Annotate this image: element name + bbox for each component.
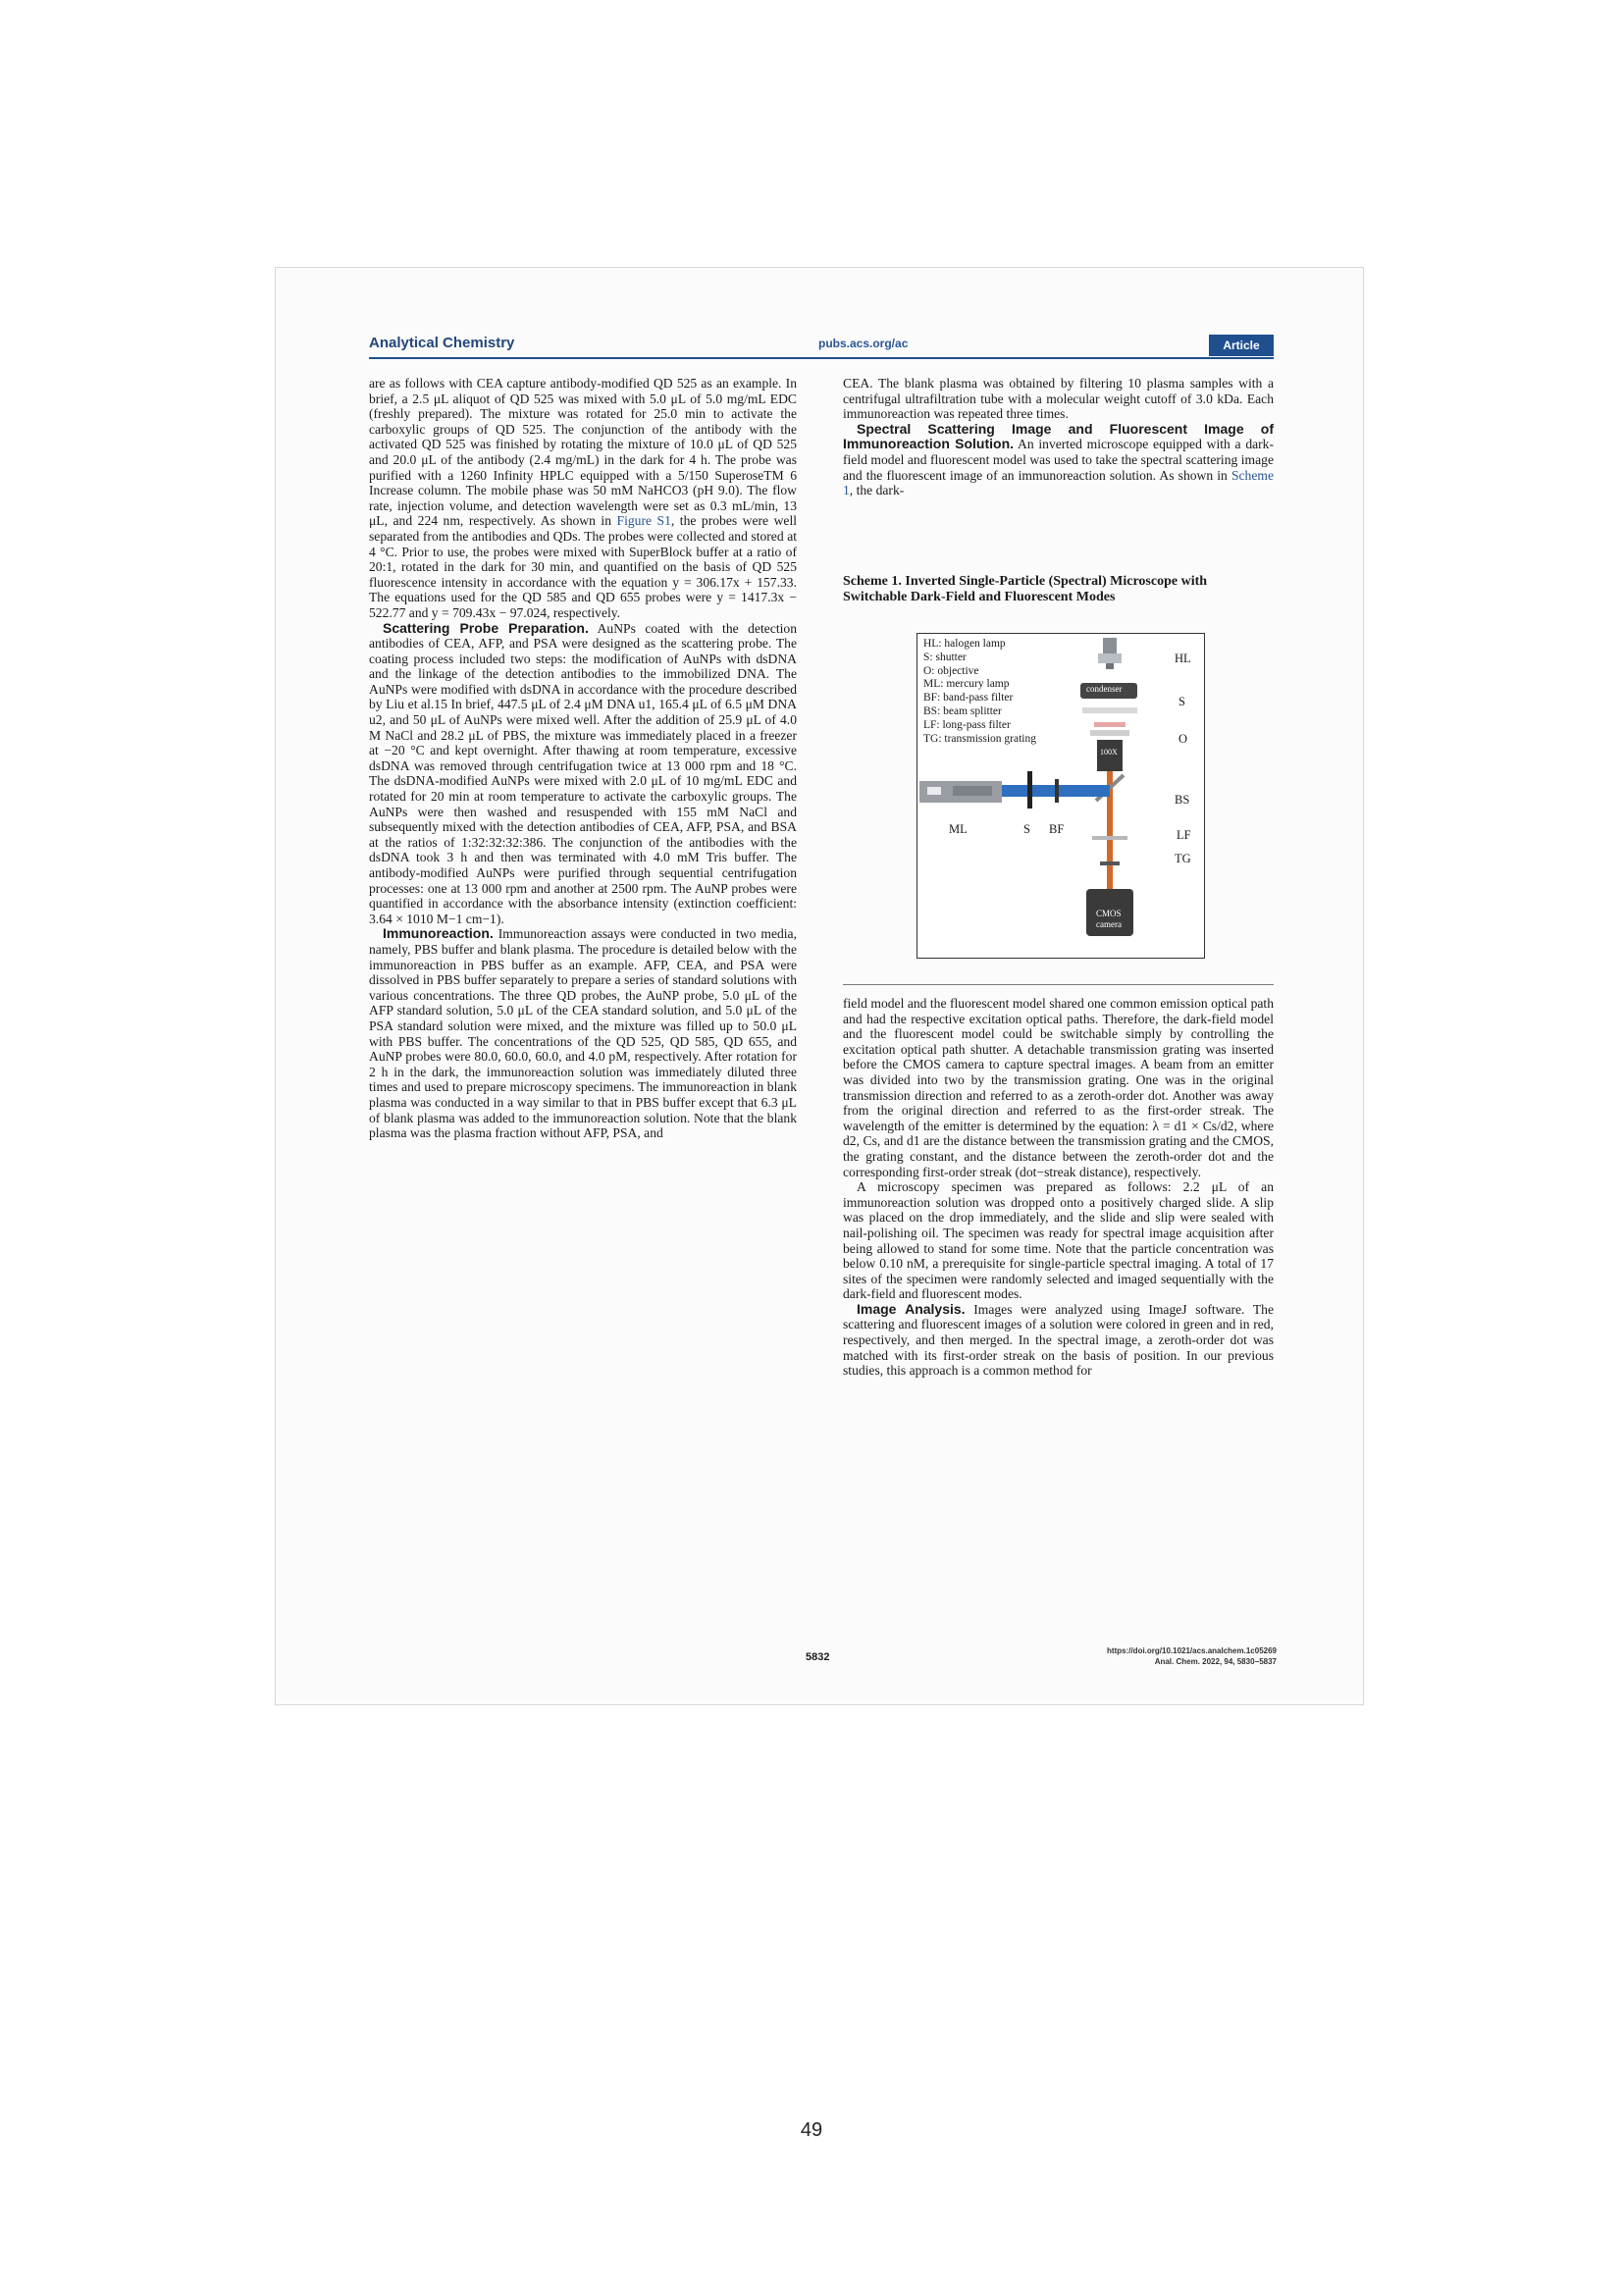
document-page-number: 49 [800, 2119, 823, 2141]
label-hl: HL [1175, 652, 1191, 665]
legend-item: ML: mercury lamp [923, 678, 1010, 691]
paragraph: Scattering Probe Preparation. AuNPs coated with the detection antibodies of CEA, AFP, and PSA were designed as the scattering probe. The coating process included two steps: the modification of AuNPs with dsDNA and the linkage of the detection antibodies to the immobilized DNA. The AuNPs were modified with dsDNA in accordance with the procedure described by Liu et al.15 In brief, 447.5 μL of 2.4 μM DNA u1, 165.4 μL of 6.5 μM DNA u2, and 50 μL of AuNPs were mixed well. After the addition of 25.9 μL of 4.0 M NaCl and 28.2 μL of PBS, the mixture was immediately placed in a freezer at −20 °C and kept overnight. After thawing at room temperature, excessive dsDNA was removed through centrifugation twice at 13 000 rpm and 18 °C. The dsDNA-modified AuNPs were mixed with 2.0 μL of 10 mg/mL EDC and rotated for 20 min at room temperature to activate the carboxylic groups. The AuNPs were then washed and resuspended with 155 mM NaCl and subsequently mixed with the detection antibodies of CEA, AFP, PSA, and BSA at the ratios of 1:32:32:32:386. The conjunction of the antibodies with the dsDNA took 3 h and then was terminated with 4.0 mM Tris buffer. The antibody-modified AuNPs were purified through sequential centrifugation processes: one at 13 000 rpm and another at 2500 rpm. The AuNP probes were quantified in accordance with the absorbance intensity (extinction coefficient: 3.64 × 1010 M−1 cm−1). [369, 619, 798, 926]
label-camera: camera [1096, 919, 1122, 929]
label-s-bottom: S [1023, 822, 1030, 836]
section-heading: Spectral Scattering Image and Fluorescent Image of Immunoreaction Solution. [843, 420, 1274, 452]
section-heading: Scattering Probe Preparation. [383, 619, 589, 636]
scheme-link[interactable]: Scheme 1 [843, 467, 1274, 498]
scheme-legend [923, 638, 1036, 746]
journal-page [275, 267, 1364, 1705]
microscope-diagram [916, 633, 1205, 959]
footer-citation [1107, 1645, 1277, 1667]
legend-item: HL: halogen lamp [923, 638, 1006, 650]
citation-text: Anal. Chem. 2022, 94, 5830−5837 [1154, 1657, 1277, 1666]
legend-item: BS: beam splitter [923, 704, 1002, 717]
paragraph: Image Analysis. Images were analyzed using ImageJ software. The scattering and fluorescent images of a solution were colored in green and in red, respectively, and then merged. In the spectral image, a zeroth-order dot was matched with its first-order streak on the basis of position. In our previous studies, this approach is a common method for [843, 1300, 1274, 1379]
label-lf: LF [1177, 828, 1191, 842]
figure-link[interactable]: Figure S1 [616, 513, 671, 529]
label-objective-mag: 100X [1100, 748, 1118, 757]
left-column [369, 376, 797, 1620]
journal-name: Analytical Chemistry [369, 335, 515, 351]
shutter-icon [1082, 707, 1137, 713]
running-header [369, 335, 1274, 356]
legend-item: BF: band-pass filter [923, 692, 1014, 704]
right-column-bottom [843, 996, 1274, 1379]
header-rule [369, 357, 1274, 359]
scheme-bottom-rule [843, 984, 1274, 985]
band-pass-filter-icon [1055, 779, 1059, 803]
legend-item: S: shutter [923, 651, 967, 663]
scheme-caption: Scheme 1. Inverted Single-Particle (Spectral) Microscope with Switchable Dark-Field and Fluorescent Modes [843, 574, 1208, 604]
paragraph: Spectral Scattering Image and Fluorescent Image of Immunoreaction Solution. An inverted microscope equipped with a dark-field model and fluorescent model was used to take the spectral scattering image and the fluorescent image of an immunoreaction solution. As shown in Scheme 1, the dark- [843, 420, 1274, 498]
paragraph: CEA. The blank plasma was obtained by filtering 10 plasma samples with a centrifugal ultrafiltration tube with a molecular weight cutoff of 3.0 kDa. Each immunoreaction was repeated three times. [843, 376, 1274, 422]
label-bs: BS [1175, 793, 1190, 807]
paragraph: field model and the fluorescent model shared one common emission optical path and had the respective excitation optical paths. Therefore, the dark-field model and the fluorescent model could be switchable simply by controlling the excitation optical path shutter. A detachable transmission grating was inserted before the CMOS camera to capture spectral images. A beam from an emitter was divided into two by the transmission grating. One was in the original transmission direction and referred to as a zeroth-order dot. Another was away from the original direction and referred to as the first-order streak. The wavelength of the emitter is determined by the equation: λ = d1 × Cs/d2, where d2, Cs, and d1 are the distance between the transmission grating and the CMOS, the grating constant, and the distance between the zeroth-order dot and the corresponding first-order streak (dot−streak distance), respectively. [843, 996, 1274, 1179]
label-ml: ML [949, 822, 968, 836]
long-pass-filter-icon [1092, 836, 1127, 840]
label-bf: BF [1049, 822, 1065, 836]
shutter-bottom-icon [1027, 771, 1032, 809]
paragraph: are as follows with CEA capture antibody-modified QD 525 as an example. In brief, a 2.5 μL aliquot of QD 525 was mixed with 5.0 μL of 5.0 mg/mL EDC (freshly prepared). The mixture was rotated for 25.0 min to activate the carboxylic groups of QD 525. The conjunction of the antibody with the activated QD 525 was finished by rotating the mixture of 10.0 μL of QD 525 and 20.0 μL of the antibody (2.4 mg/mL) in the dark for 4 h. The probe was purified with a 1260 Infinity HPLC equipped with a 5/150 SuperoseTM 6 Increase column. The mobile phase was 50 mM NaHCO3 (pH 9.0). The flow rate, injection volume, and detection wavelength were set as 0.3 mL/min, 13 μL, and 224 nm, respectively. As shown in Figure S1, the probes were well separated from the antibodies and QDs. The probes were collected and stored at 4 °C. Prior to use, the probes were mixed with SuperBlock buffer at a ratio of 20:1, rotated in the dark for 30 min, and quantified on the basis of QD 525 fluorescence intensity in accordance with the equation y = 306.17x + 157.33. The equations used for the QD 585 and QD 655 probes were y = 1417.3x − 522.77 and y = 709.43x − 97.024, respectively. [369, 376, 798, 620]
transmission-grating-icon [1100, 861, 1120, 865]
doi-link[interactable]: https://doi.org/10.1021/acs.analchem.1c05269 [1107, 1646, 1277, 1655]
halogen-lamp-icon [1098, 638, 1122, 669]
legend-item: LF: long-pass filter [923, 718, 1011, 731]
label-tg: TG [1175, 852, 1191, 865]
article-badge: Article [1209, 335, 1274, 356]
section-heading: Immunoreaction. [383, 925, 494, 942]
scheme-1 [843, 574, 1274, 984]
legend-item: O: objective [923, 664, 979, 677]
legend-item: TG: transmission grating [923, 732, 1036, 745]
journal-url[interactable]: pubs.acs.org/ac [818, 337, 909, 350]
mercury-lamp-icon [919, 781, 1002, 803]
section-heading: Image Analysis. [857, 1300, 966, 1317]
label-condenser: condenser [1086, 684, 1123, 694]
excitation-path [998, 785, 1110, 797]
right-column-top [843, 376, 1274, 498]
label-o: O [1178, 732, 1188, 746]
sample-plane-icon [1094, 722, 1126, 727]
label-cmos: CMOS [1096, 909, 1122, 918]
journal-page-number: 5832 [806, 1651, 830, 1663]
paragraph: A microscopy specimen was prepared as follows: 2.2 μL of an immunoreaction solution was dropped onto a positively charged slide. A slip was placed on the drop immediately, and the slide and slip were sealed with nail-polishing oil. The specimen was ready for spectral image acquisition after being allowed to stand for some time. Note that the particle concentration was below 0.10 nM, a prerequisite for single-particle spectral imaging. A total of 17 sites of the specimen were randomly selected and imaged sequentially with the dark-field and fluorescent modes. [843, 1179, 1274, 1302]
paragraph: Immunoreaction. Immunoreaction assays were conducted in two media, namely, PBS buffer and blank plasma. The procedure is detailed below with the immunoreaction in PBS buffer as an example. AFP, CEA, and PSA were dissolved in PBS buffer separately to prepare a series of standard solutions with various concentrations. The three QD probes, the AuNP probe, 5.0 μL of the AFP standard solution, 5.0 μL of the CEA standard solution, and 5.0 μL of the PSA standard solution were mixed, and the mixture was filled up to 50.0 μL with PBS buffer. The concentrations of the QD 525, QD 585, QD 655, and AuNP probes were 80.0, 60.0, 60.0, and 4.0 pM, respectively. After rotation for 2 h in the dark, the immunoreaction solution was immediately diluted three times and used to prepare microscopy specimens. The immunoreaction in blank plasma was conducted in a way similar to that in PBS buffer except that 6.3 μL of blank plasma was added to the immunoreaction solution. Note that the blank plasma was the plasma fraction without AFP, PSA, and [369, 925, 797, 1141]
label-s-right: S [1178, 695, 1185, 708]
